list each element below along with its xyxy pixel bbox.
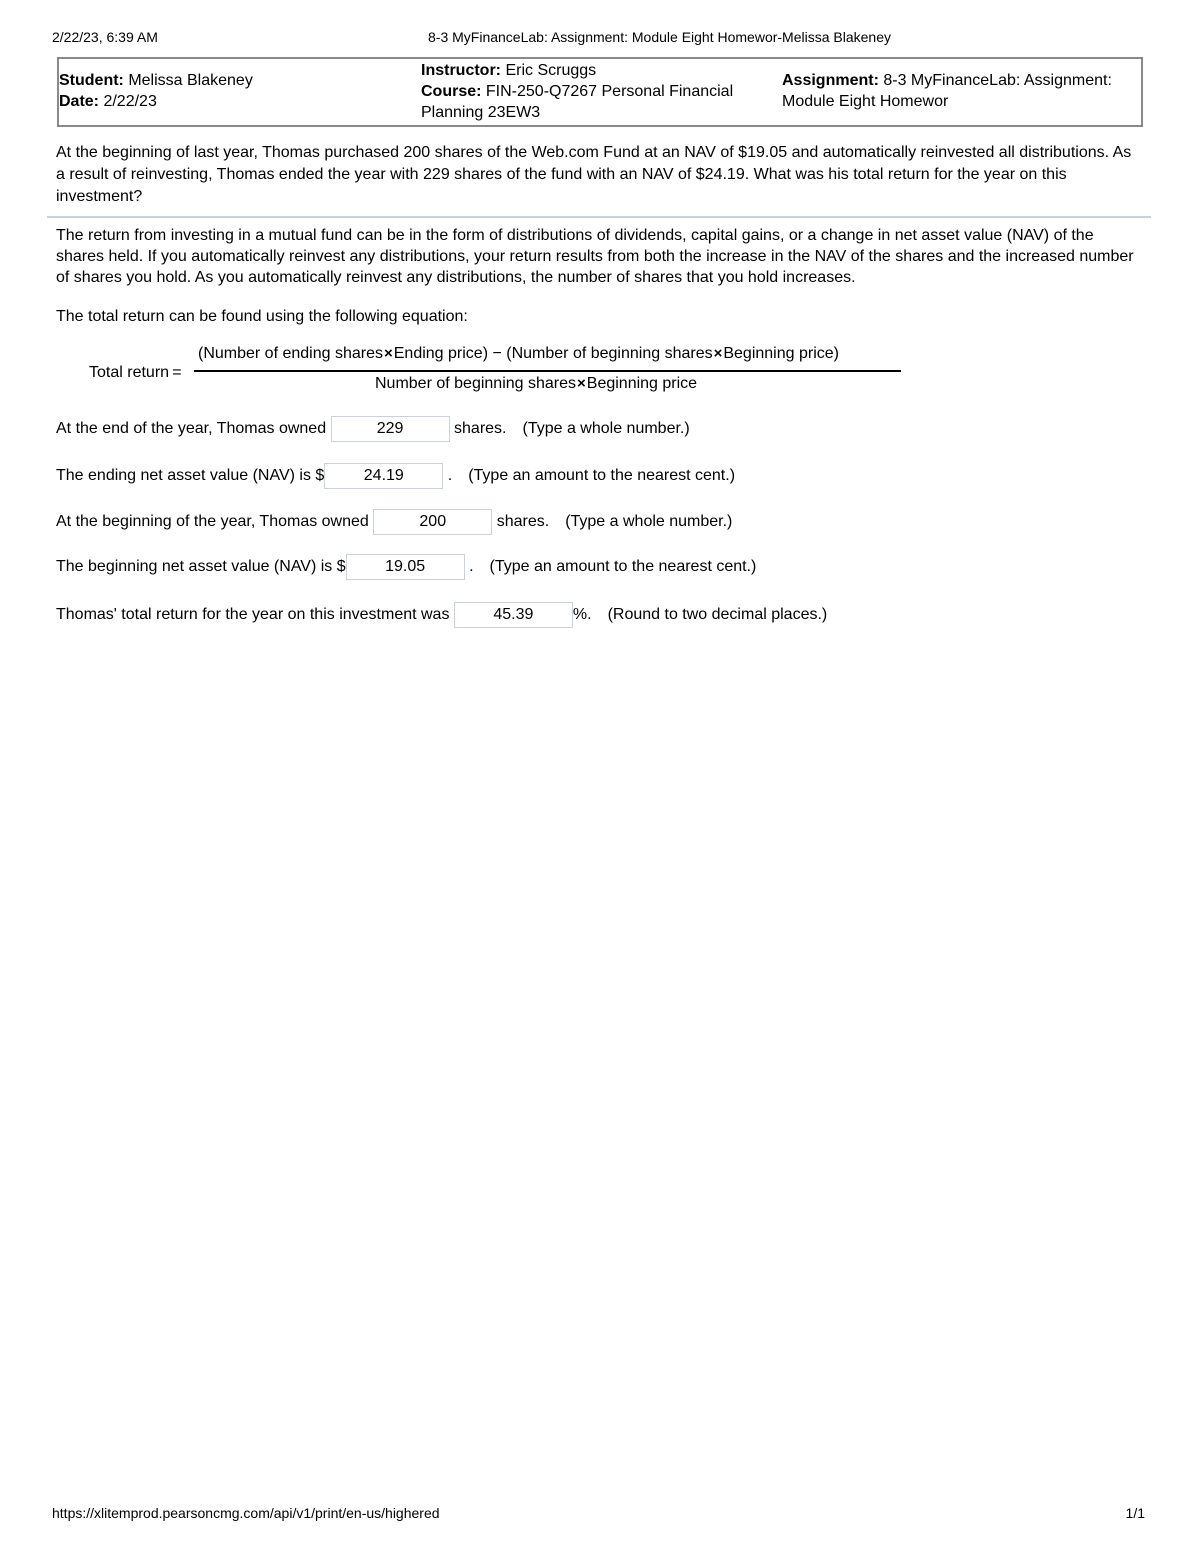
print-datetime: 2/22/23, 6:39 AM [52, 29, 158, 45]
page-number: 1/1 [1125, 1505, 1145, 1521]
equation-intro: The total return can be found using the following equation: [56, 308, 468, 325]
answer-hint: shares. (Type a whole number.) [454, 420, 690, 437]
instructor-label: Instructor: [421, 62, 501, 79]
assignment-name: 8-3 MyFinanceLab: Assignment: Module Eight Homewor [782, 72, 1112, 110]
divider [47, 216, 1151, 218]
numerator-part-b: Ending price) − (Number of beginning shares [393, 345, 713, 362]
answer-row-ending-shares [56, 415, 690, 443]
answer-prompt: The ending net asset value (NAV) is $ [56, 467, 325, 484]
course-label: Course: [421, 83, 482, 100]
ending-nav-field[interactable]: 24.19 [324, 463, 443, 489]
times-icon: × [713, 345, 723, 362]
beginning-shares-field[interactable]: 200 [373, 509, 492, 535]
explanation-text: The return from investing in a mutual fund can be in the form of distributions of dividends, capital gains, or a change in net asset value (NAV) of the shares held. If you automatically reinvest any distributions, your return results from both the increase in the NAV of the shares and the increased number of shares you hold. As you automatically reinvest any distributions, the number of shares that you hold increases. [56, 227, 1134, 286]
assignment-info [782, 70, 1142, 112]
instructor-line [421, 60, 777, 81]
date-line [59, 91, 417, 112]
answer-row-ending-nav [56, 462, 735, 490]
answer-row-beginning-nav [56, 553, 756, 581]
numerator-part-c: Beginning price) [723, 345, 839, 362]
student-info [59, 70, 417, 112]
question-text: At the beginning of last year, Thomas purchased 200 shares of the Web.com Fund at an NAV of $19.05 and automatically reinvested all distributions. As a result of reinvesting, Thomas ended the year with 229 shares of the fund with an NAV of $24.19. What was his total return for the year on this investment? [56, 144, 1132, 205]
answer-hint: . (Type an amount to the nearest cent.) [447, 467, 736, 484]
total-return-equation [89, 344, 909, 398]
equation-lhs: Total return = [89, 364, 182, 381]
assignment-line [782, 70, 1142, 112]
times-icon: × [383, 345, 393, 362]
answer-row-total-return [56, 601, 827, 629]
answer-hint: shares. (Type a whole number.) [496, 513, 733, 530]
answer-prompt: At the beginning of the year, Thomas owned [56, 513, 369, 530]
instructor-name: Eric Scruggs [501, 62, 597, 79]
numerator-part-a: (Number of ending shares [198, 345, 383, 362]
print-url: https://xlitemprod.pearsoncmg.com/api/v1/print/en-us/highered [52, 1505, 440, 1521]
denominator-part-a: Number of beginning shares [375, 375, 577, 392]
print-title: 8-3 MyFinanceLab: Assignment: Module Eight Homewor-Melissa Blakeney [428, 29, 891, 45]
assignment-label: Assignment: [782, 72, 879, 89]
times-icon: × [577, 375, 586, 392]
equation-denominator [375, 375, 697, 393]
answer-prompt: At the end of the year, Thomas owned [56, 420, 327, 437]
student-label: Student: [59, 72, 124, 89]
student-name: Melissa Blakeney [123, 72, 253, 89]
print-header [52, 29, 1148, 49]
ending-shares-field[interactable]: 229 [331, 416, 450, 442]
student-line [59, 70, 417, 91]
answer-row-beginning-shares [56, 508, 732, 536]
assignment-info-box [57, 57, 1143, 127]
answer-prompt: Thomas' total return for the year on this investment was [56, 606, 450, 623]
course-info [421, 60, 777, 123]
total-return-field[interactable]: 45.39 [454, 602, 573, 628]
date-value: 2/22/23 [99, 93, 157, 110]
beginning-nav-field[interactable]: 19.05 [346, 554, 465, 580]
answer-hint: . (Type an amount to the nearest cent.) [469, 558, 757, 575]
course-line [421, 81, 777, 123]
answer-hint: %. (Round to two decimal places.) [572, 606, 828, 623]
equation-numerator [198, 345, 839, 363]
course-name: FIN-250-Q7267 Personal Financial Planning 23EW3 [421, 83, 734, 121]
fraction-bar [194, 370, 901, 372]
date-label: Date: [59, 93, 100, 110]
answer-prompt: The beginning net asset value (NAV) is $ [56, 558, 346, 575]
denominator-part-b: Beginning price [586, 375, 698, 392]
